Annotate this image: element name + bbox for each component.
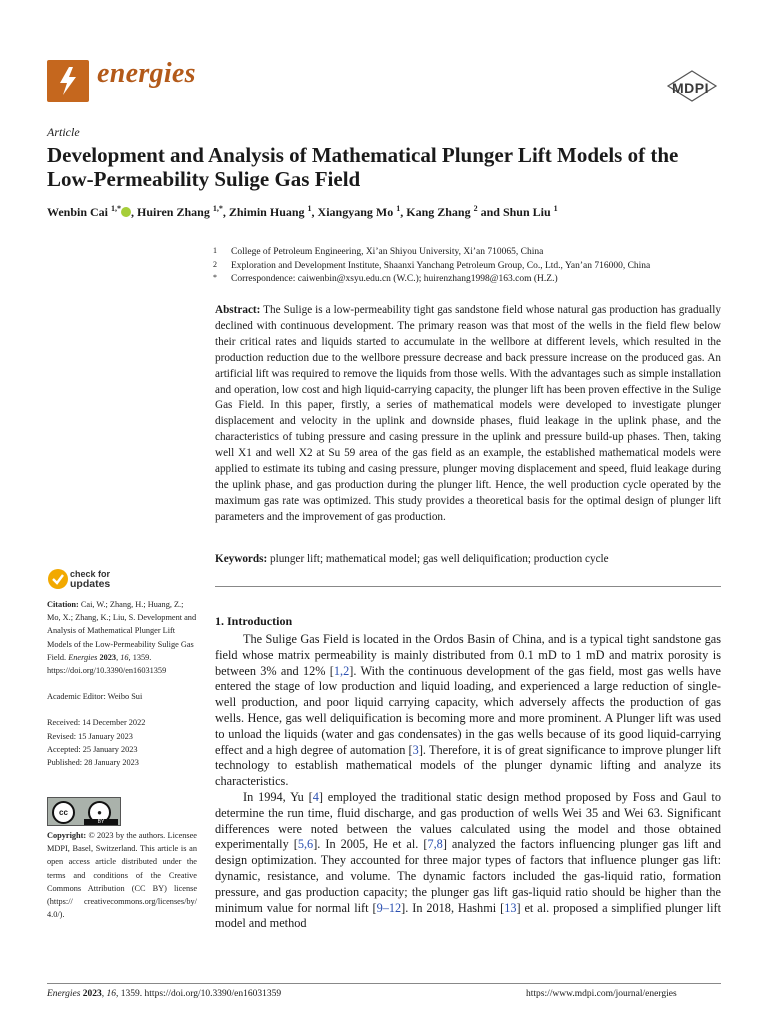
keywords-text: plunger lift; mathematical model; gas well deliquification; production cycle [270, 553, 609, 565]
footer-divider [47, 983, 721, 984]
abstract [215, 303, 721, 526]
copyright-text: © 2023 by the authors. Licensee MDPI, Basel, Switzerland. This article is an open access article distributed under the terms and conditions of the Creative Commons Attribution (CC BY) license (https:// creativecommons.org/licenses/by/ 4.0/). [47, 831, 197, 920]
author-name: Xiangyang Mo [317, 205, 397, 219]
footer-journal-link[interactable]: https://www.mdpi.com/journal/energies [526, 989, 677, 999]
paragraph: The Sulige Gas Field is located in the Ordos Basin of China, and is a typical tight sandstone gas field whose matrix permeability is mainly distributed from 0.1 mD to 1 mD and matrix porosity is between 3% and 12% [1,2]. With the continuous development of the gas field, most gas wells have entered the stage of low production and liquid loading, and experienced a large reduction of single-well production, and poor liquid carrying capacity, which adversely affects the production of gas wells. Hence, gas well deliquification is becoming more and more prominent. A Plunger lift was used to unload the liquids (water and gas condensates) in the gas wells because of its good liquid-carrying effect and a high degree of automation [3]. Therefore, it is of great significance to improve plunger lift technology to establish mathematical models of the plunger dynamic lifting and analyze its characteristics. [215, 632, 722, 789]
abstract-text: The Sulige is a low-permeability tight gas sandstone field whose natural gas production has gradually declined with continuous development. The primary reason was that most of the wells in the field flew below their critical rates and liquids started to accumulate in the wellbore at different levels, which resulted in the production reduction due to the wellbore pressure decrease and back pressure increase on the produced gas. An artificial lift was required to remove the liquids from those wells. With the advantages such as simple installation and operation, low cost and high liquid-carrying capacity, the plunger lift has been proven effective in the Sulige Gas Field. In this paper, firstly, a series of mathematical models were developed to investigate plunger displacement and velocity in the uplink and downside phases, fluid leakage in the uplink phase, and the characteristics of tubing pressure and casing pressure in the uplink and pressure build-up phases. Then, taking well X1 and well X2 at Su 59 area of the gas field as an example, the established mathematical models were applied to estimate its tubing and casing pressure, plunger moving displacement and speed, fluid leakage during the uplink phase, and gas production during the plunger lift. Hence, the well production cycle operated by the maximum gas rate was optimized. This study provides a theoretical basis for the optimal design of plunger lift parameters and the improvement of gas production. [215, 304, 721, 523]
affiliation-text: Correspondence: caiwenbin@xsyu.edu.cn (W.C.); huirenzhang1998@163.com (H.Z.) [231, 274, 558, 284]
ref-link[interactable]: 9–12 [376, 900, 402, 915]
affiliation-mark: * [213, 273, 217, 282]
keywords-label: Keywords: [215, 553, 268, 565]
journal-name: energies [97, 58, 196, 89]
copyright-label: Copyright: [47, 831, 87, 840]
section-heading: 1. Introduction [215, 614, 293, 628]
date-published: Published: 28 January 2023 [47, 758, 139, 768]
author-name: Wenbin Cai [47, 205, 112, 219]
journal-logo-icon [47, 60, 89, 102]
divider [215, 586, 721, 587]
keywords [215, 553, 721, 565]
ref-link[interactable]: 7,8 [427, 837, 443, 852]
author-affiliation-mark: 1 [396, 204, 401, 213]
ref-link[interactable]: 13 [504, 900, 517, 915]
sidebar [47, 598, 197, 769]
author-affiliation-mark: 1 [307, 204, 312, 213]
orcid-icon[interactable] [121, 207, 131, 217]
author-name: Zhimin Huang [228, 205, 308, 219]
body-text [215, 632, 721, 932]
ref-link[interactable]: 1,2 [333, 663, 350, 678]
ref-link[interactable]: 5,6 [297, 837, 314, 852]
academic-editor: Academic Editor: Weibo Sui [47, 692, 143, 702]
affiliation-item [213, 273, 733, 287]
citation: Citation: Cai, W.; Zhang, H.; Huang, Z.; Mo, X.; Zhang, K.; Liu, S. Development and Analysis of Mathematical Plunger Lift Models of the Low-Permeability Sulige Gas Field. Energies 2023, 16, 1359. https://doi.org/10.3390/en16031359 [47, 600, 197, 676]
ref-link[interactable]: 4 [312, 789, 319, 804]
affiliation-item [213, 260, 733, 274]
affiliation-text: College of Petroleum Engineering, Xi’an Shiyou University, Xi’an 710065, China [231, 247, 544, 257]
ref-link[interactable]: 3 [412, 742, 419, 757]
author-name: Kang Zhang [406, 205, 474, 219]
abstract-label: Abstract: [215, 304, 261, 316]
author-list: Wenbin Cai $^{1,*}$ , Huiren Zhang $^{1,*}$, Zhimin Huang $^1$, Xiangyang Mo $^1$, Kang Zhang $^2$ and Shun Liu $^1$ [47, 204, 558, 219]
check-updates-icon[interactable] [47, 568, 69, 595]
author-affiliation-mark: 1,* [111, 204, 122, 213]
author-name: Shun Liu [502, 205, 554, 219]
footer-citation: Energies 2023, 16, 1359. https://doi.org/10.3390/en16031359 [47, 989, 282, 999]
affiliations [213, 246, 733, 287]
copyright [47, 829, 197, 921]
check-updates-link[interactable]: check for updates [70, 569, 111, 590]
article-title: Development and Analysis of Mathematical Plunger Lift Models of the Low-Permeability Sulige Gas Field [47, 143, 679, 191]
author-affiliation-mark: 2 [473, 204, 478, 213]
paragraph: In 1994, Yu [4] employed the traditional static design method proposed by Foss and Gaul to determine the run time, fluid discharge, and gas production of wells Wei 35 and Wei 63. Significant differences were noted between the values calculated using the model and those obtained experimentally [5,6]. In 2005, He et al. [7,8] analyzed the factors influencing plunger gas lift and design optimization. They accounted for three major types of factors that influence plunger gas lift: dynamic, resistance, and volume. The dynamic factors included the gas-liquid ratio, formation pressure, and gas production capacity; the plunger gas lift gas-liquid ratio should be higher than the minimum value for normal lift [9–12]. In 2018, Hashmi [13] et al. proposed a simplified plunger lift model and method [215, 789, 722, 931]
article-type: Article [47, 125, 80, 139]
date-revised: Revised: 15 January 2023 [47, 731, 133, 741]
date-accepted: Accepted: 25 January 2023 [47, 744, 138, 754]
publisher-name: MDPI [672, 80, 709, 96]
author-affiliation-mark: 1 [553, 204, 558, 213]
cc-by-license-icon[interactable]: cc ● BY [47, 797, 121, 826]
date-received: Received: 14 December 2022 [47, 718, 146, 728]
affiliation-mark: 2 [213, 259, 217, 269]
affiliation-mark: 1 [213, 246, 217, 255]
author-name: Huiren Zhang [137, 205, 213, 219]
citation-doi-link[interactable]: https://doi.org/10.3390/en16031359 [47, 666, 167, 676]
author-affiliation-mark: 1,* [212, 204, 223, 213]
affiliation-text: Exploration and Development Institute, Shaanxi Yanchang Petroleum Group, Co., Ltd., Yan’an 716000, China [231, 260, 651, 271]
affiliation-item [213, 246, 733, 260]
